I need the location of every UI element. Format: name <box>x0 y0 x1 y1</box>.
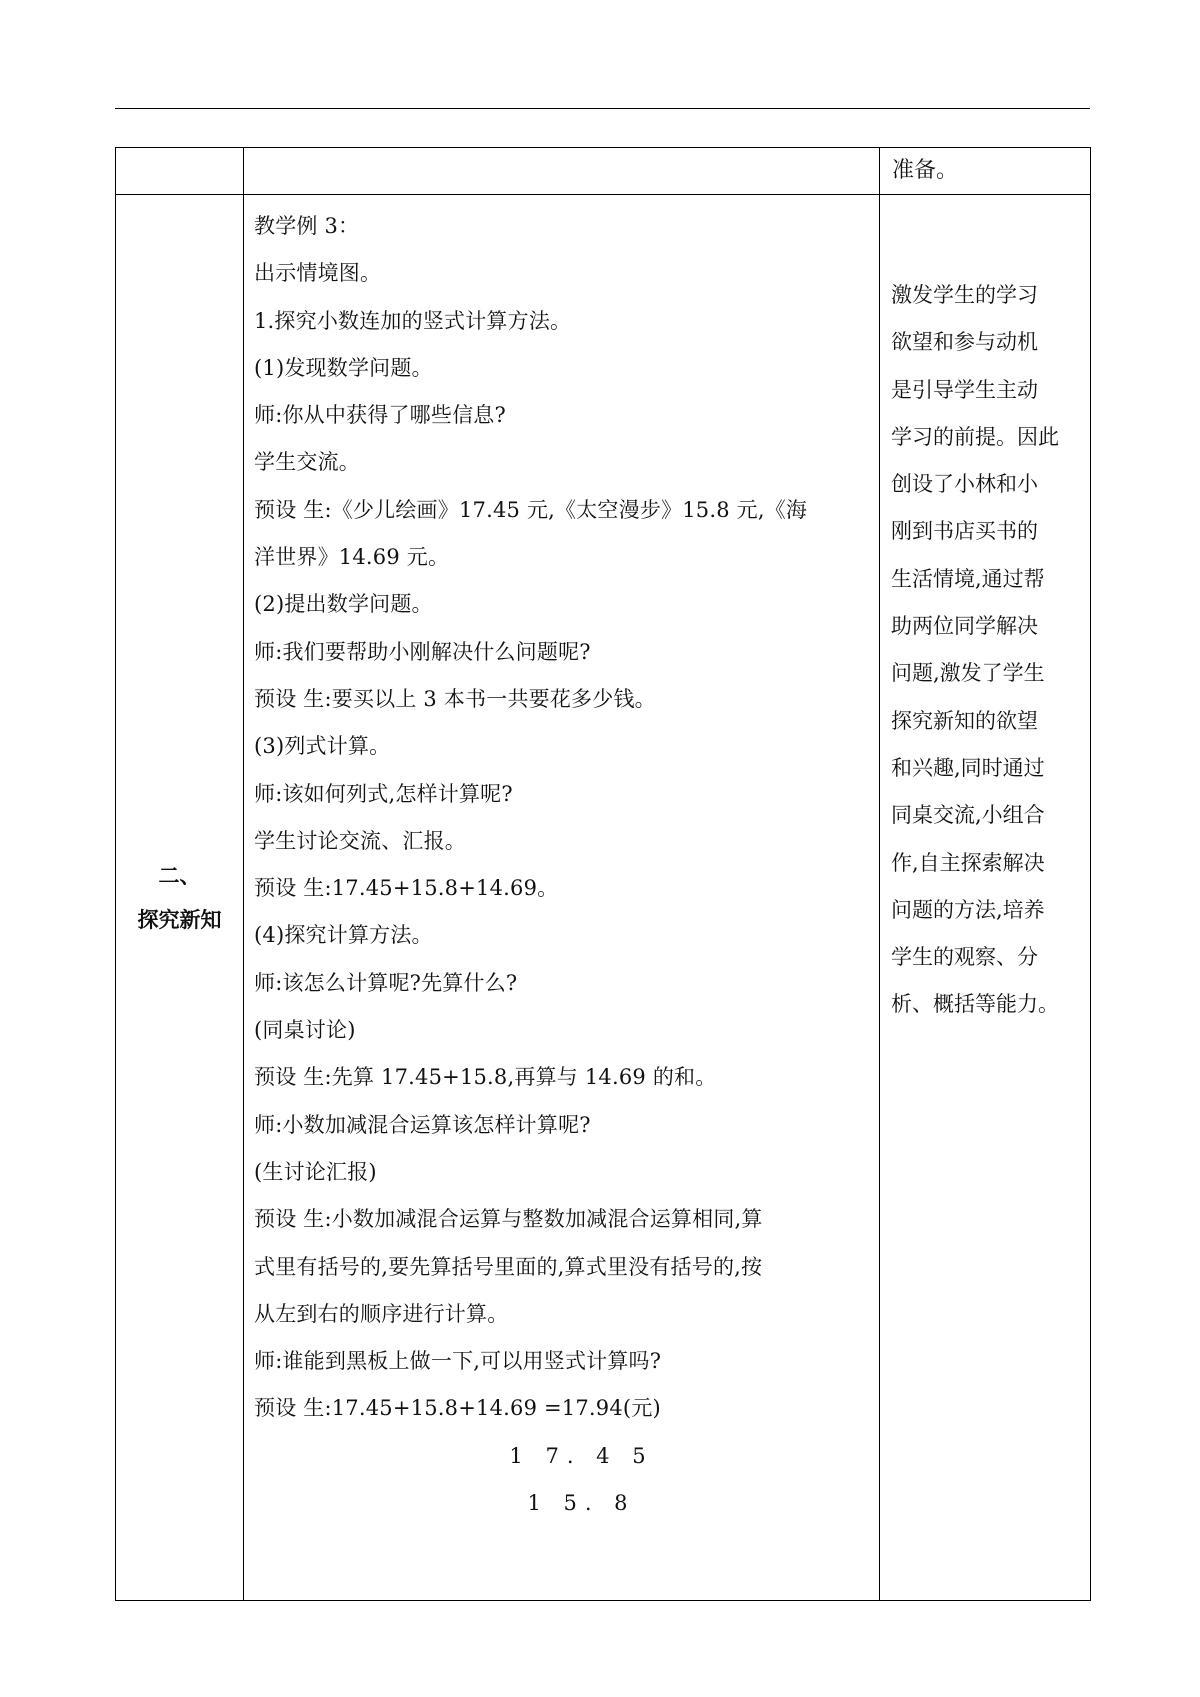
note-line: 学生的观察、分 <box>891 945 1038 970</box>
note-line: 探究新知的欲望 <box>891 708 1038 733</box>
note-cell-previous: 准备。 <box>880 148 1091 195</box>
note-line: 问题的方法,培养 <box>891 897 1045 922</box>
table-row-previous <box>116 148 1091 195</box>
content-line: 预设 生:17.45+15.8+14.69。 <box>254 876 559 901</box>
table-row-explore <box>116 195 1091 1601</box>
note-line: 学习的前提。因此 <box>891 424 1059 449</box>
teaching-content-cell <box>244 195 880 1601</box>
content-line: 1.探究小数连加的竖式计算方法。 <box>254 308 572 333</box>
content-line: 师:该怎么计算呢?先算什么? <box>254 970 518 995</box>
content-line: (2)提出数学问题。 <box>254 592 433 617</box>
content-line: 预设 生:先算 17.45+15.8,再算与 14.69 的和。 <box>254 1065 717 1090</box>
note-line: 和兴趣,同时通过 <box>891 755 1045 780</box>
content-line: 师:小数加减混合运算该怎样计算呢? <box>254 1112 591 1137</box>
note-line: 助两位同学解决 <box>891 614 1038 639</box>
content-line: 预设 生:小数加减混合运算与整数加减混合运算相同,算 <box>254 1207 763 1232</box>
content-line: (同桌讨论) <box>254 1018 356 1043</box>
content-line: (3)列式计算。 <box>254 734 391 759</box>
content-line: 式里有括号的,要先算括号里面的,算式里没有括号的,按 <box>254 1254 763 1279</box>
note-line: 析、概括等能力。 <box>891 992 1059 1017</box>
content-line: 预设 生:要买以上 3 本书一共要花多少钱。 <box>254 686 656 711</box>
content-line: (4)探究计算方法。 <box>254 923 433 948</box>
note-line: 激发学生的学习 <box>891 283 1038 307</box>
content-line: 教学例 3： <box>254 214 360 238</box>
content-line: 师:你从中获得了哪些信息? <box>254 403 506 428</box>
note-line: 创设了小林和小 <box>891 472 1038 497</box>
note-line: 是引导学生主动 <box>891 377 1038 402</box>
content-line: (1)发现数学问题。 <box>254 355 433 380</box>
note-line: 刚到书店买书的 <box>891 519 1038 544</box>
stage-title: 探究新知 <box>137 907 222 932</box>
content-line: 预设 生:《少儿绘画》17.45 元,《太空漫步》15.8 元,《海 <box>254 497 808 522</box>
vertical-calc-line: 1 7. 4 5 <box>509 1443 654 1468</box>
stage-cell-previous <box>116 148 244 195</box>
content-line: 师:谁能到黑板上做一下,可以用竖式计算吗? <box>254 1349 662 1374</box>
note-line: 欲望和参与动机 <box>891 330 1038 355</box>
vertical-calc-line: 1 5. 8 <box>527 1491 636 1516</box>
content-line: 师:我们要帮助小刚解决什么问题呢? <box>254 639 591 664</box>
note-line: 问题,激发了学生 <box>891 661 1045 686</box>
header-rule <box>115 108 1090 109</box>
content-line: 学生交流。 <box>254 450 360 475</box>
content-line: (生讨论汇报) <box>254 1159 377 1184</box>
content-line: 预设 生:17.45+15.8+14.69 =17.94(元) <box>254 1396 661 1421</box>
note-line: 作,自主探索解决 <box>891 850 1045 875</box>
design-intent-cell <box>880 195 1091 1601</box>
content-line: 师:该如何列式,怎样计算呢? <box>254 781 513 806</box>
content-line: 洋世界》14.69 元。 <box>254 545 450 570</box>
stage-cell <box>116 195 244 1601</box>
content-line: 学生讨论交流、汇报。 <box>254 828 466 853</box>
stage-number: 二、 <box>158 863 201 888</box>
content-cell-previous <box>244 148 880 195</box>
content-line: 从左到右的顺序进行计算。 <box>254 1301 509 1326</box>
note-line: 同桌交流,小组合 <box>891 803 1045 828</box>
lesson-plan-table <box>115 147 1091 1601</box>
content-line: 出示情境图。 <box>254 261 382 286</box>
note-line: 生活情境,通过帮 <box>891 566 1045 591</box>
